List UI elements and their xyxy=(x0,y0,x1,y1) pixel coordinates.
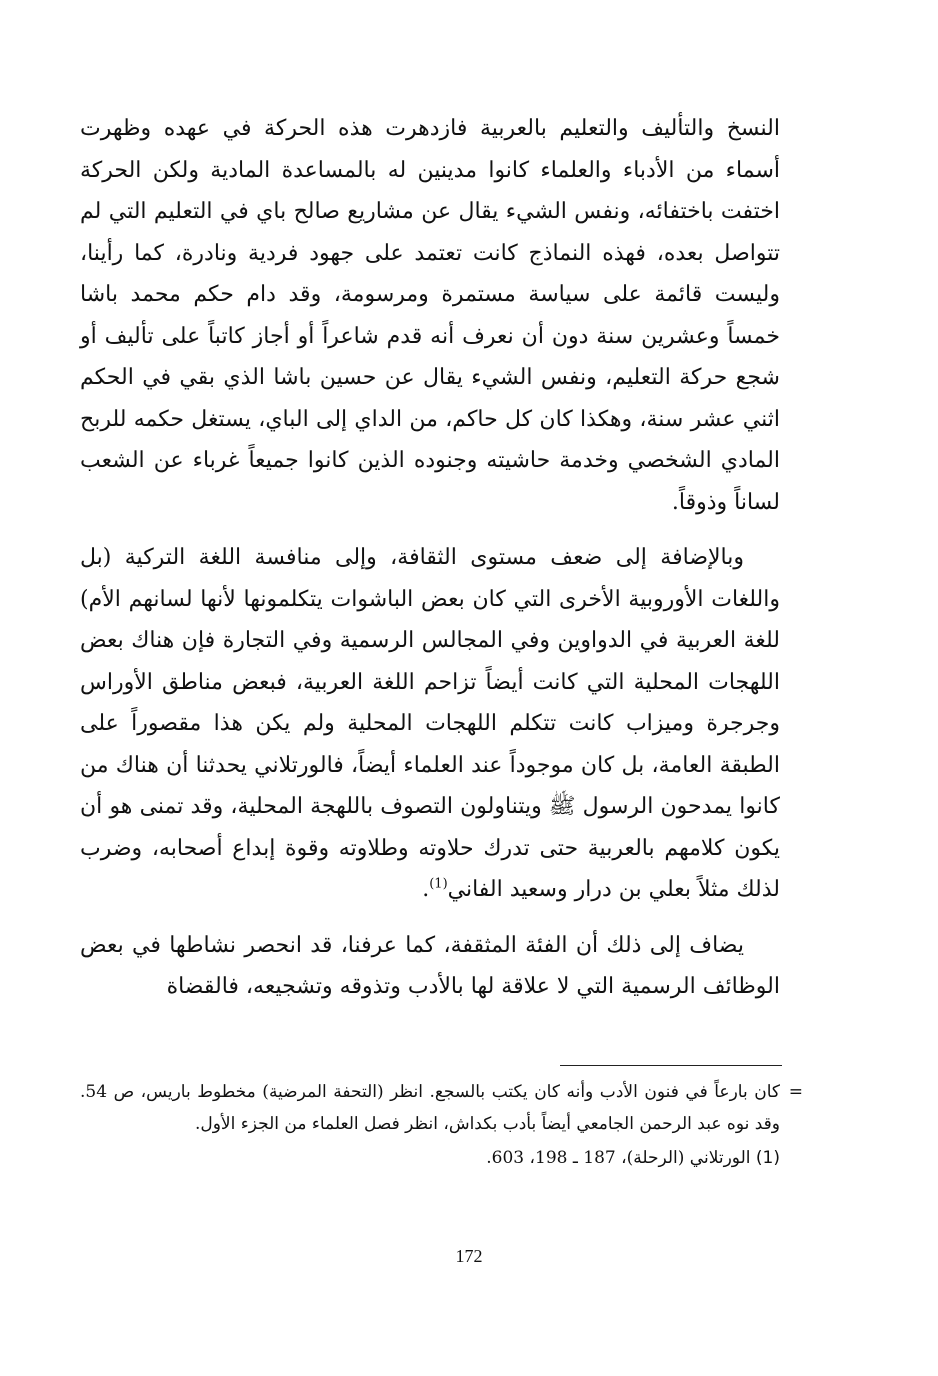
paragraph-two-text: وبالإضافة إلى ضعف مستوى الثقافة، وإلى منافسة اللغة التركية (بل واللغات الأوروبية الأخرى التي كان بعض الباشوات يتكلمونها لأنها لسانهم الأم) للغة العربية في الدواوين وفي المجالس الرسمية وفي التجارة فإن هناك بعض اللهجات المحلية التي كانت أيضاً تزاحم اللغة العربية، فبعض مناطق الأوراس وجرجرة وميزاب كانت تتكلم اللهجات المحلية ولم يكن هذا مقصوراً على الطبقة العامة، بل كان موجوداً عند العلماء أيضاً، فالورتلاني يحدثنا أن هناك من كانوا يمدحون الرسول ﷺ ويتناولون التصوف باللهجة المحلية، وقد تمنى هو أن يكون كلامهم بالعربية حتى تدرك حلاوته وطلاوته وقوة إبداع أصحابه، وضرب لذلك مثلاً بعلي بن درار وسعيد الفاني xyxy=(80,545,780,902)
page-number: 172 xyxy=(455,1246,483,1266)
footnote-one xyxy=(80,1142,780,1174)
footnote-reference: (1) xyxy=(429,876,448,892)
paragraph-two xyxy=(80,537,780,911)
footnote-one-text: الورتلاني (الرحلة)، 187 ـ 198، 603. xyxy=(486,1148,751,1168)
footnote-number: (1) xyxy=(755,1148,780,1168)
footnote-separator xyxy=(560,1065,782,1066)
paragraph-one: النسخ والتأليف والتعليم بالعربية فازدهرت هذه الحركة في عهده وظهرت أسماء من الأدباء والعلماء كانوا مدينين له بالمساعدة المادية ولكن الحركة اختفت باختفائه، ونفس الشيء يقال عن مشاريع صالح باي في التعليم التي لم تتواصل بعده، فهذه النماذج كانت تعتمد على جهود فردية ونادرة، كما رأينا، وليست قائمة على سياسة مستمرة ومرسومة، وقد دام حكم محمد باشا خمساً وعشرين سنة دون أن نعرف أنه قدم شاعراً أو أجاز كاتباً على تأليف أو شجع حركة التعليم، ونفس الشيء يقال عن حسين باشا الذي بقي في الحكم اثني عشر سنة، وهكذا كان كل حاكم، من الداي إلى الباي، يستغل حكمه للربح المادي الشخصي وخدمة حاشيته وجنوده الذين كانوا جميعاً غرباء عن الشعب لساناً وذوقاً. xyxy=(80,116,781,515)
paragraph-two-end: . xyxy=(422,877,430,902)
paragraph-three: يضاف إلى ذلك أن الفئة المثقفة، كما عرفنا، قد انحصر نشاطها في بعض الوظائف الرسمية التي لا علاقة لها بالأدب وتذوقه وتشجيعه، فالقضاة xyxy=(80,932,780,999)
footnotes xyxy=(80,1076,803,1174)
continuation-mark: = xyxy=(788,1082,803,1102)
continued-footnote xyxy=(80,1076,803,1140)
main-text xyxy=(80,108,780,1008)
continued-footnote-text: كان بارعاً في فنون الأدب وأنه كان يكتب بالسجع. انظر (التحفة المرضية) مخطوط باريس، ص 54. وقد نوه عبد الرحمن الجامعي أيضاً بأدب بكداش، انظر فصل العلماء من الجزء الأول. xyxy=(80,1082,780,1134)
